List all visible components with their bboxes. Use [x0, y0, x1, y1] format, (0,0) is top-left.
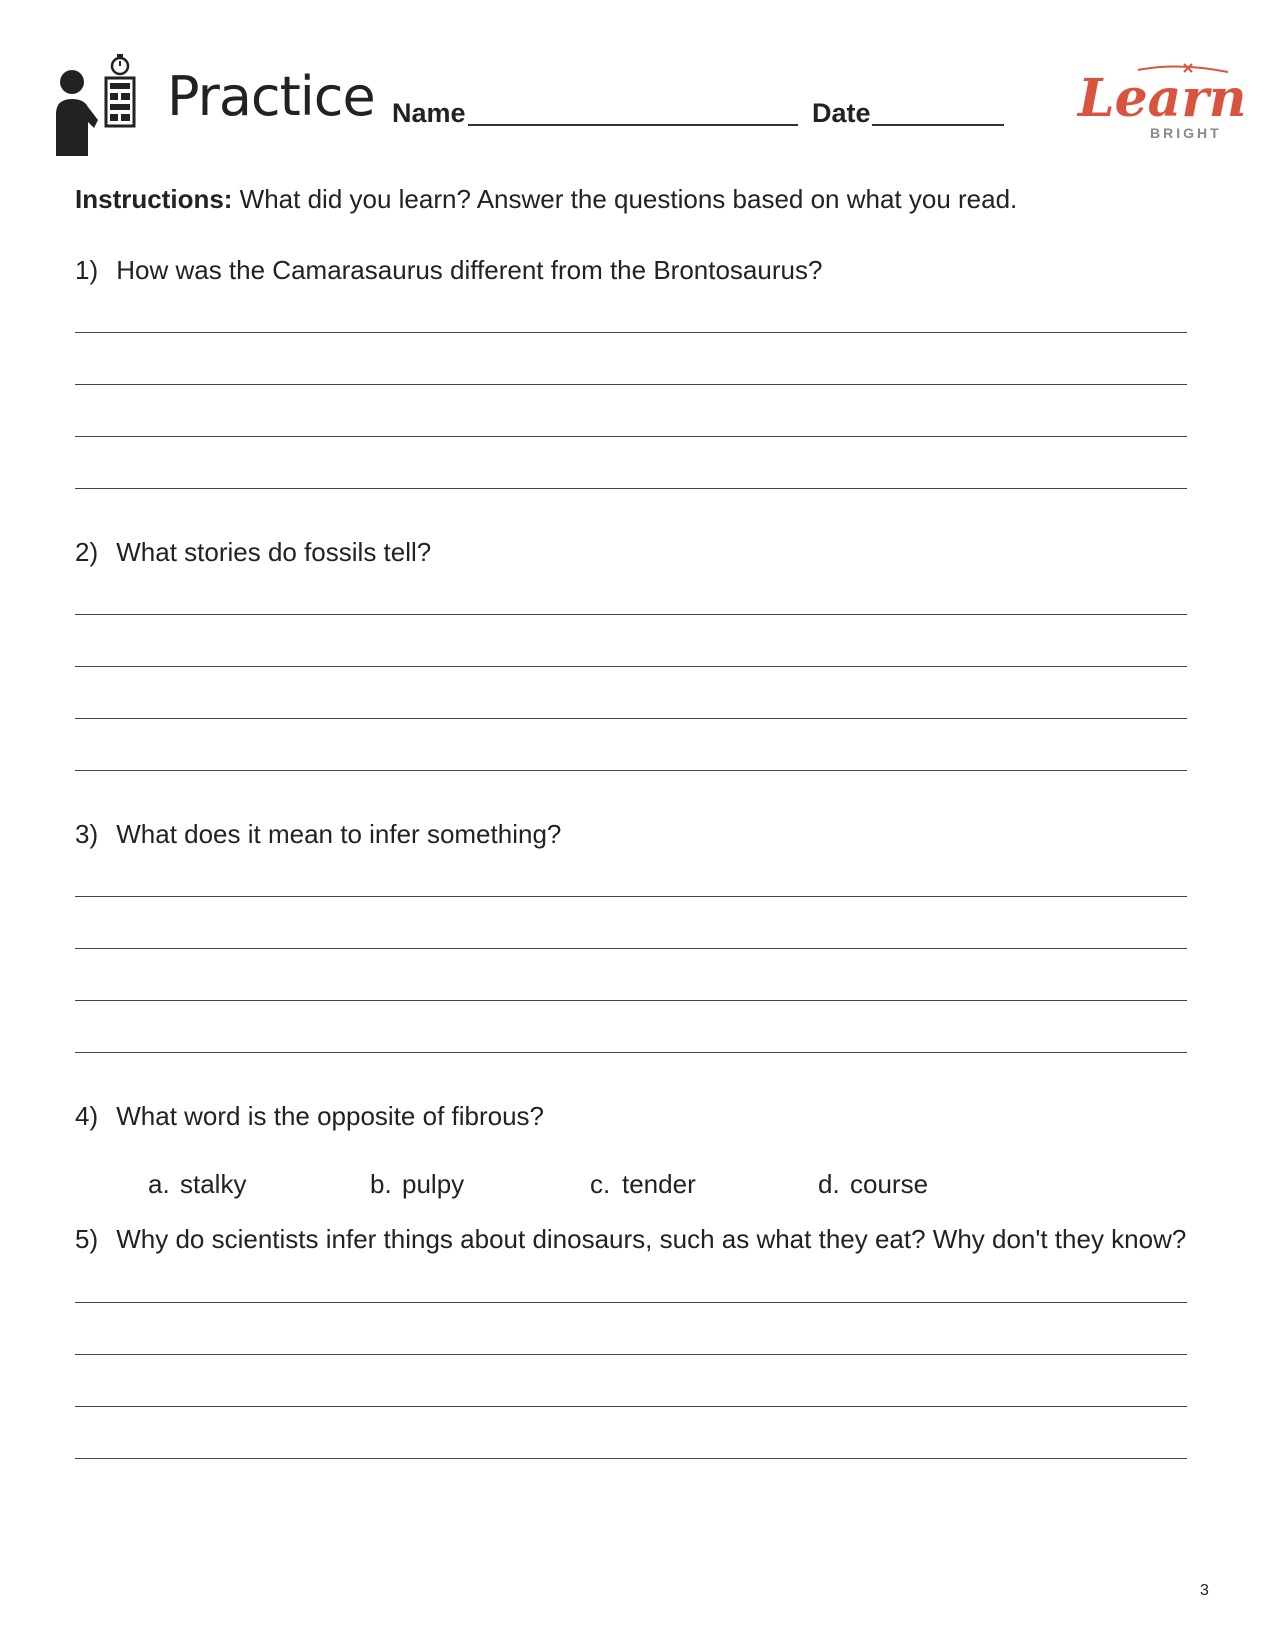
question-4 — [75, 1100, 544, 1132]
choice-text: stalky — [180, 1169, 247, 1199]
question-number: 4) — [75, 1101, 99, 1131]
choice-text: pulpy — [402, 1169, 465, 1199]
question-text: What does it mean to infer something? — [116, 819, 562, 849]
answer-line[interactable] — [75, 896, 1187, 897]
answer-line[interactable] — [75, 666, 1187, 667]
page-number: 3 — [1200, 1582, 1209, 1599]
question-text: Why do scientists infer things about dinosaurs, such as what they eat? Why don't they know? — [116, 1224, 1187, 1254]
question-text: How was the Camarasaurus different from the Brontosaurus? — [116, 255, 823, 285]
choice-letter: d. — [818, 1169, 840, 1199]
answer-line[interactable] — [75, 1000, 1187, 1001]
question-3 — [75, 818, 561, 850]
answer-line[interactable] — [75, 770, 1187, 771]
date-field[interactable] — [872, 124, 1004, 126]
answer-line[interactable] — [75, 384, 1187, 385]
page-title: Practice — [167, 65, 375, 128]
instructions-text: What did you learn? Answer the questions based on what you read. — [232, 184, 1018, 214]
logo-wordmark: Learn — [1078, 68, 1247, 129]
answer-line[interactable] — [75, 1052, 1187, 1053]
answer-line[interactable] — [75, 718, 1187, 719]
name-field[interactable] — [468, 124, 798, 126]
answer-line[interactable] — [75, 614, 1187, 615]
answer-line[interactable] — [75, 332, 1187, 333]
question-number: 2) — [75, 537, 99, 567]
logo-subword: BRIGHT — [1150, 125, 1222, 141]
instructions-label: Instructions: — [75, 184, 233, 214]
choice-text: course — [850, 1169, 929, 1199]
question-1 — [75, 254, 822, 286]
choice-a[interactable] — [148, 1168, 246, 1200]
learn-bright-logo — [1078, 62, 1247, 144]
answer-line[interactable] — [75, 1354, 1187, 1355]
choice-letter: b. — [370, 1169, 392, 1199]
answer-line[interactable] — [75, 1458, 1187, 1459]
question-number: 3) — [75, 819, 99, 849]
answer-line[interactable] — [75, 1406, 1187, 1407]
question-text: What stories do fossils tell? — [116, 537, 432, 567]
question-number: 1) — [75, 255, 99, 285]
answer-line[interactable] — [75, 436, 1187, 437]
choice-c[interactable] — [590, 1168, 696, 1200]
teacher-presenting-icon — [54, 52, 140, 156]
instructions — [75, 183, 1017, 215]
answer-line[interactable] — [75, 948, 1187, 949]
name-label: Name — [392, 98, 466, 128]
question-2 — [75, 536, 431, 568]
answer-line[interactable] — [75, 488, 1187, 489]
question-5 — [75, 1223, 1186, 1255]
choice-letter: a. — [148, 1169, 170, 1199]
choice-letter: c. — [590, 1169, 611, 1199]
choice-b[interactable] — [370, 1168, 464, 1200]
choice-d[interactable] — [818, 1168, 928, 1200]
question-number: 5) — [75, 1224, 99, 1254]
choice-text: tender — [622, 1169, 696, 1199]
answer-line[interactable] — [75, 1302, 1187, 1303]
question-text: What word is the opposite of fibrous? — [116, 1101, 545, 1131]
date-label: Date — [812, 98, 871, 128]
